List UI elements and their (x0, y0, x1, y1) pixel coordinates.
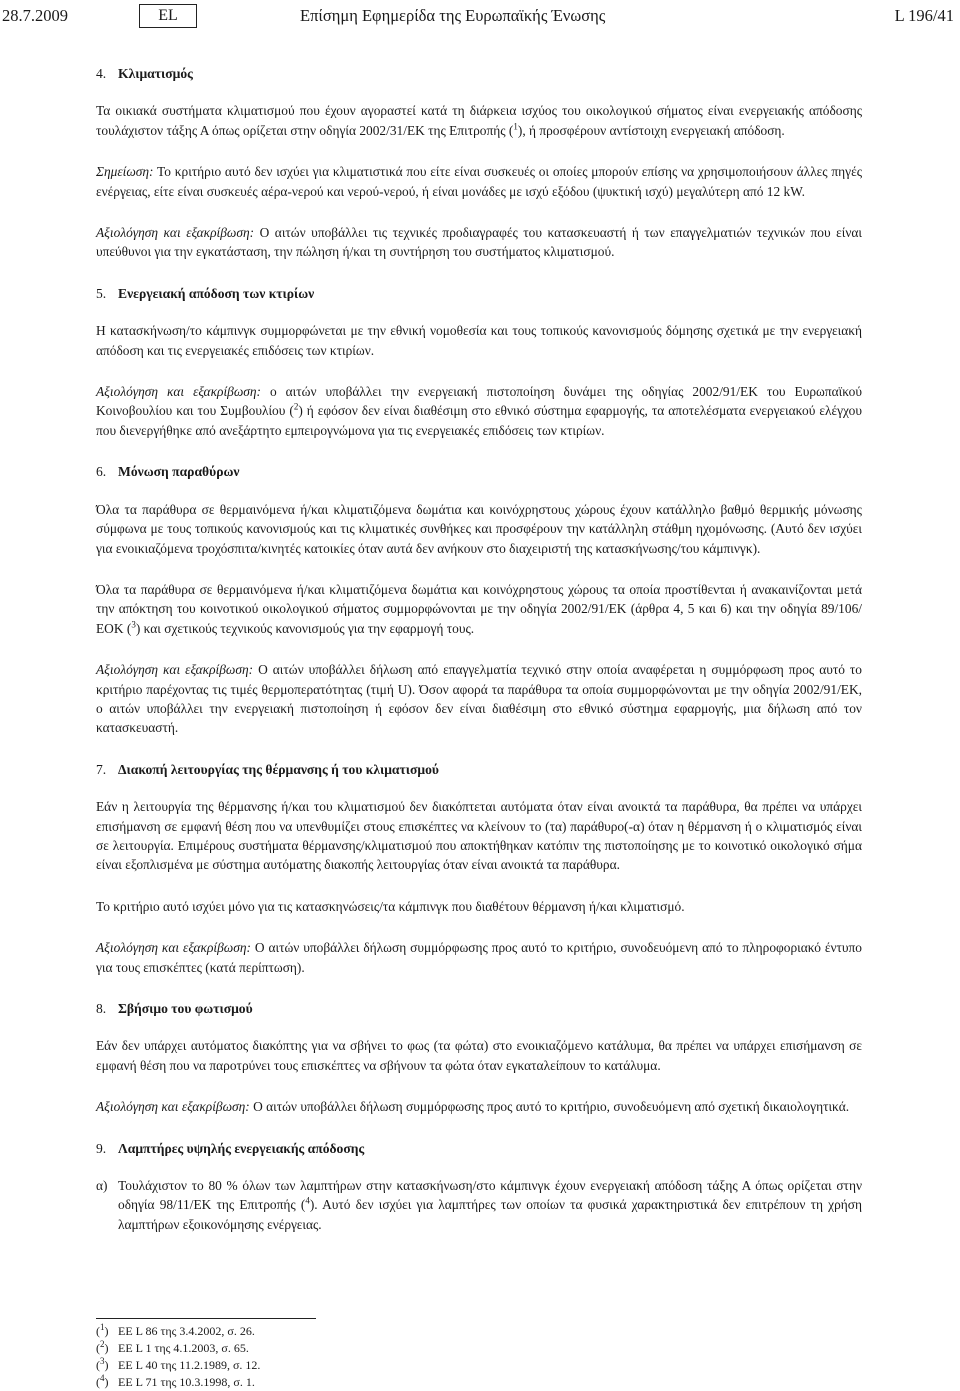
list-item: α) Τουλάχιστον το 80 % όλων των λαμπτήρων στην κατασκήνωση/στο κάμπινγκ έχουν ενεργειακή απόδοση τάξης Α όπως ορίζεται στην οδηγία 98/11/ΕΚ της Επιτροπής ($^4$). Αυτό δεν ισχύει για λαμπτήρες των οποίων τα φυσικά χαρακτηριστικά δεν επιτρέπουν τη χρήση λαμπτήρων εξοικονόμησης ενέργειας. (96, 1176, 862, 1234)
section-heading (96, 462, 862, 481)
footnote-ref: 2 (293, 402, 299, 412)
language-badge: EL (139, 4, 197, 28)
section-number: 5. (96, 285, 107, 301)
evaluation-paragraph: Αξιολόγηση και εξακρίβωση: ο αιτών υποβάλλει την ενεργειακή πιστοποίηση δυνάμει της οδηγίας 2002/91/ΕΚ του Ευρωπαϊκού Κοινοβουλίου και του Συμβουλίου ($^2$) ή εφόσον δεν είναι διαθέσιμη στο εθνικό σύστημα εφαρμογής, τα αποτελέσματα ενεργειακού ελέγχου που διενεργήθηκε από ανεξάρτητο εμπειρογνώμονα για τις ενεργειακές επιδόσεις των κτιρίων. (96, 384, 863, 438)
paragraph: Εάν η λειτουργία της θέρμανσης ή/και του κλιματισμού δεν διακόπτεται αυτόματα όταν είναι ανοικτά τα παράθυρα, θα πρέπει να υπάρχει επισήμανση σε εμφανή θέση που να υπενθυμίζει στους επισκέπτες να κλείνουν το (τα) παράθυρο(-α) όταν η θέρμανση ή ο κλιματισμός είναι σε λειτουργία. Επιμέρους συστήματα θέρμανσης/κλιματισμού που αποκτήθηκαν κατόπιν της πιστοποίησης με το κοινοτικό οικολογικό σήμα είναι εξοπλισμένα με σύστημα αυτόματης διακοπής λειτουργίας όταν είναι ανοικτά τα παράθυρα. (96, 799, 862, 873)
page-header (0, 4, 960, 30)
footnote: ($^3$) ΕΕ L 40 της 11.2.1989, σ. 12. (96, 1356, 261, 1372)
publication-date: 28.7.2009 (2, 6, 68, 25)
paragraph: Η κατασκήνωση/το κάμπινγκ συμμορφώνεται με την εθνική νομοθεσία και τους τοπικούς κανονισμούς δόμησης σχετικά με την ενεργειακή απόδοση και τις ενεργειακές επιδόσεις των κτιρίων. (96, 323, 862, 358)
paragraph: Τα οικιακά συστήματα κλιματισμού που έχουν αγοραστεί κατά τη διάρκεια ισχύος του οικολογικού σήματος είναι ενεργειακής απόδοσης τουλάχιστον τάξης Α όπως ορίζεται στην οδηγία 2002/31/ΕΚ της Επιτροπής ($^1$), ή προσφέρουν αντίστοιχη ενεργειακή απόδοση. (96, 103, 862, 138)
section-number: 9. (96, 1140, 107, 1156)
journal-title: Επίσημη Εφημερίδα της Ευρωπαϊκής Ένωσης (300, 6, 606, 25)
section-title: Ενεργειακή απόδοση των κτιρίων (118, 285, 315, 301)
evaluation-paragraph: Αξιολόγηση και εξακρίβωση: Ο αιτών υποβάλλει δήλωση από επαγγελματία τεχνικό στην οποία αναφέρεται η συμμόρφωση προς αυτό το κριτήριο παρέχοντας τις τιμές θερμοπερατότητας (τιμή U). Όσον αφορά τα παράθυρα τα οποία συμμορφώνονται με την οδηγία 2002/91/ΕΚ, ο αιτών υποβάλλει την ενεργειακή πιστοποίηση ή εφόσον δεν είναι διαθέσιμη στο εθνικό σύστημα εφαρμογής, μια δήλωση από τον κατασκευαστή. (96, 662, 863, 736)
footnotes (96, 1318, 496, 1391)
paragraph: Όλα τα παράθυρα σε θερμαινόμενα ή/και κλιματιζόμενα δωμάτια και κοινόχρηστους χώρους έχουν κατάλληλο βαθμό θερμικής μόνωσης σύμφωνα με τους τοπικούς κανονισμούς και τις κλιματικές συνθήκες και προσφέρουν την κατάλληλη στάθμη ηχομόνωσης. (Αυτό δεν ισχύει για ενοικιαζόμενα τροχόσπιτα/κινητές κατοικίες όταν αυτά δεν ανήκουν στο διαχειριστή της κατασκήνωσης/του κάμπινγκ). (96, 501, 862, 556)
evaluation-label: Αξιολόγηση και εξακρίβωση: (96, 662, 254, 678)
note-paragraph: Σημείωση: Το κριτήριο αυτό δεν ισχύει για κλιματιστικά που είτε είναι συσκευές οι οποίες μπορούν επίσης να χρησιμοποιήσουν άλλες πηγές ενέργειας, είτε είναι συσκευές αέρα-νερού και νερού-νερού, ή είναι μονάδες με ισχύ εξόδου (ψυκτική ισχύ) μεγαλύτερη από 12 kW. (96, 164, 862, 199)
footnote: ($^1$) ΕΕ L 86 της 3.4.2002, σ. 26. (96, 1322, 255, 1338)
note-label: Σημείωση: (96, 164, 154, 180)
footnote-ref: 3 (131, 619, 136, 630)
evaluation-label: Αξιολόγηση και εξακρίβωση: (96, 384, 261, 400)
section-title: Μόνωση παραθύρων (118, 464, 240, 480)
document-body (96, 64, 862, 1234)
page-reference: L 196/41 (894, 6, 954, 25)
evaluation-paragraph: Αξιολόγηση και εξακρίβωση: Ο αιτών υποβάλλει δήλωση συμμόρφωσης προς αυτό το κριτήριο, συνοδευόμενη από σχετική δικαιολογητικά. (96, 1099, 850, 1115)
paragraph: Εάν δεν υπάρχει αυτόματος διακόπτης για να σβήνει το φως (τα φώτα) στο ενοικιαζόμενο κατάλυμα, θα πρέπει να υπάρχει επισήμανση σε εμφανή θέση που να παροτρύνει τους επισκέπτες να σβήνουν τα φώτα όταν εγκαταλείπουν το κατάλυμα. (96, 1038, 862, 1073)
section-heading (96, 1139, 862, 1158)
evaluation-label: Αξιολόγηση και εξακρίβωση: (96, 225, 255, 241)
section-title: Κλιματισμός (118, 66, 193, 81)
evaluation-label: Αξιολόγηση και εξακρίβωση: (96, 940, 251, 956)
paragraph: Όλα τα παράθυρα σε θερμαινόμενα ή/και κλιματιζόμενα δωμάτια και κοινόχρηστους χώρους τα οποία προστίθενται ή ανακαινίζονται μετά την απόκτηση του κοινοτικού οικολογικού σήματος συμμορφώνονται με την οδηγία 2002/91/ΕΚ (άρθρα 4, 5 και 6) και την οδηγία 89/106/ΕΟΚ ($^3$) και σχετικούς τεχνικούς κανονισμούς για την εφαρμογή τους. (96, 581, 862, 636)
paragraph: Το κριτήριο αυτό ισχύει μόνο για τις κατασκηνώσεις/τα κάμπινγκ που διαθέτουν θέρμανση ή/και κλιματισμό. (96, 898, 685, 914)
section-number: 7. (96, 761, 107, 777)
footnote-ref: 4 (305, 1195, 310, 1206)
evaluation-label: Αξιολόγηση και εξακρίβωση: (96, 1099, 250, 1115)
section-title: Λαμπτήρες υψηλής ενεργειακής απόδοσης (118, 1140, 365, 1156)
section-number: 6. (96, 464, 107, 480)
section-heading (96, 284, 862, 303)
footnote-ref: 1 (513, 121, 518, 132)
list-marker: α) (96, 1178, 108, 1194)
section-heading (96, 64, 862, 83)
section-title: Σβήσιμο του φωτισμού (118, 1001, 253, 1016)
footnote: ($^2$) ΕΕ L 1 της 4.1.2003, σ. 65. (96, 1339, 249, 1355)
section-number: 4. (96, 66, 107, 81)
section-heading (96, 999, 862, 1018)
evaluation-paragraph: Αξιολόγηση και εξακρίβωση: Ο αιτών υποβάλλει τις τεχνικές προδιαγραφές του κατασκευαστή ή των επαγγελματιών τεχνικών που είναι υπεύθυνοι για την εγκατάσταση, την πώληση ή/και τη συντήρηση του συστήματος κλιματισμού. (96, 225, 862, 260)
footnote: ($^4$) ΕΕ L 71 της 10.3.1998, σ. 1. (96, 1373, 255, 1389)
section-heading (96, 760, 862, 779)
evaluation-paragraph: Αξιολόγηση και εξακρίβωση: Ο αιτών υποβάλλει δήλωση συμμόρφωσης προς αυτό το κριτήριο, συνοδευόμενη από το πληροφοριακό έντυπο για τους επισκέπτες (κατά περίπτωση). (96, 940, 862, 975)
section-number: 8. (96, 1001, 107, 1016)
footnote-divider (96, 1318, 316, 1319)
section-title: Διακοπή λειτουργίας της θέρμανσης ή του κλιματισμού (118, 761, 439, 777)
